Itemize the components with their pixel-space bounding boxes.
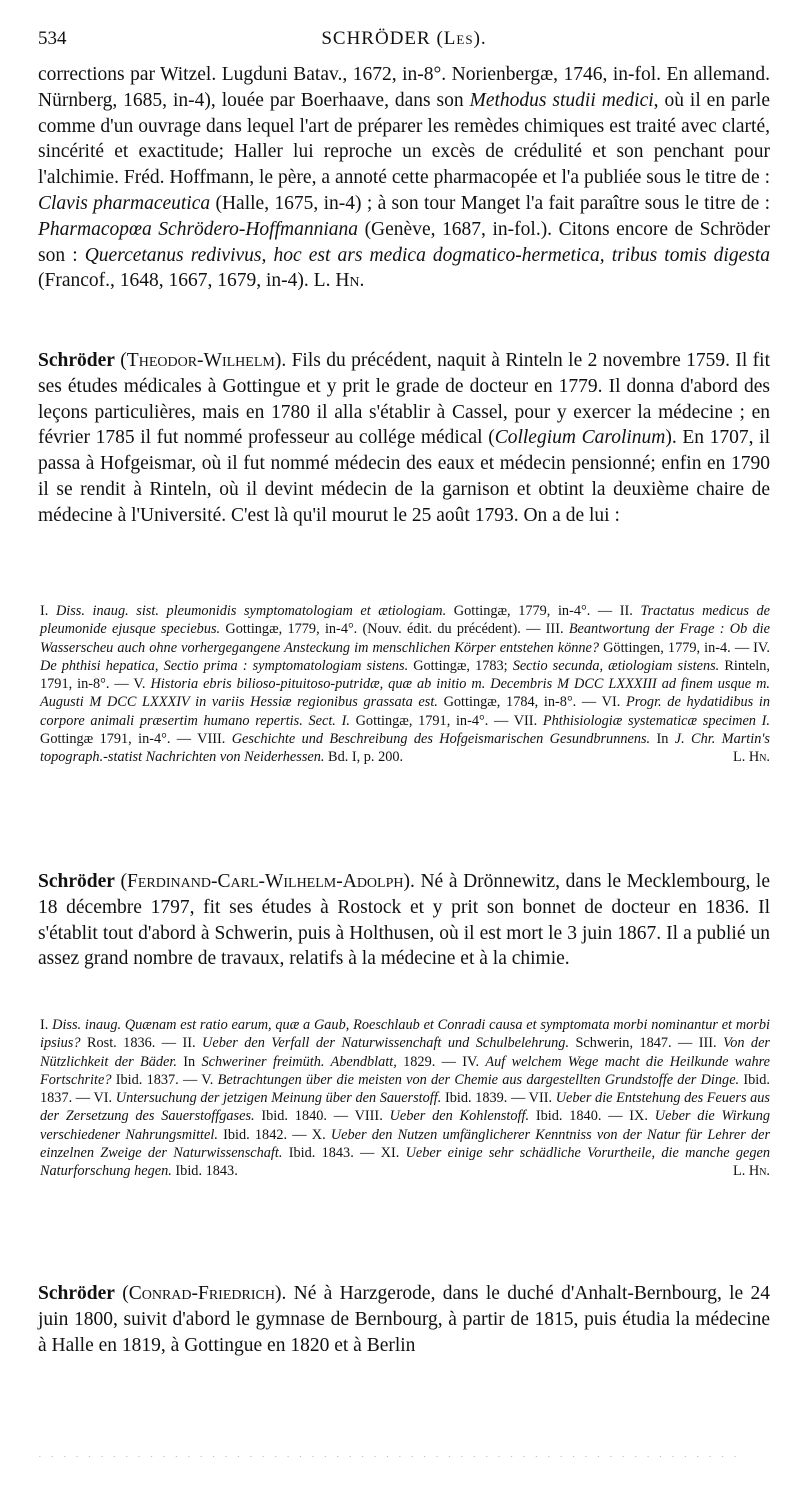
text-run: Gottingæ, 1779, in-4°. — II.: [446, 603, 641, 619]
running-head-main: SCHRÖDER (: [321, 28, 444, 49]
page-number: 534: [38, 28, 67, 49]
text-run: (Halle, 1675, in-4) ; à son tour Manget l'a fait paraître sous le titre de :: [210, 192, 770, 214]
title-run: Methodus studii medici: [469, 89, 654, 111]
title-run: Quercetanus redivivus, hoc est ars medica dogmatico-hermetica, tribus tomis digesta: [84, 244, 770, 266]
title-run: Schweriner freimüth. Abendblatt,: [201, 1053, 397, 1070]
running-head: [38, 28, 770, 50]
text-run: Göttingen, 1779, in-4. — IV.: [599, 639, 770, 656]
title-run: Von der Nützlichkeit der Bäder.: [40, 1035, 770, 1070]
text-run: Ibid. 1840. — IX.: [529, 1108, 655, 1125]
text-run: 1829. — IV.: [396, 1053, 486, 1070]
title-run: Sectio secunda, ætiologiam sistens.: [512, 657, 720, 674]
title-run: Progr. de hydatidibus in corpore animali præsertim humano repertis. Sect. I.: [40, 694, 771, 729]
text-run: Gottingæ, 1783;: [408, 657, 513, 674]
text-run: Ibid. 1839. — VII.: [441, 1090, 556, 1107]
entry-schroder-theodor-wilhelm: [38, 348, 770, 529]
author-signature: L. Hn.: [313, 270, 365, 292]
text-run: ). En 1707, il passa à Hofgeismar, où il fut nommé médecin des eaux et médecin pensionné; enfin en 1790 il se rendit à Rinteln, où il devint médecin de la garnison et obtint la deuxième chaire de médecine à l'Université. C'est là qu'il mourut le 25 août 1793. On a de lui :: [38, 427, 770, 526]
text-run: I.: [40, 603, 56, 619]
title-run: Diss. inaug. Quænam est ratio earum, quæ a Gaub, Roeschlaub et Conradi causa et symptomata morbi nominantur et morbi ipsius?: [40, 1017, 770, 1052]
entry-given-names: Ferdinand-Carl-Wilhelm-Adolph: [127, 871, 404, 892]
entry-name: Schröder: [38, 350, 115, 371]
text-run: In: [650, 731, 675, 748]
text-run: , où il en parle comme d'un ouvrage dans lequel l'art de préparer les remèdes chimiques est traité avec clarté, sincérité et exactitude; Haller lui reproche un excès de crédulité et son penchant pour l'alchimie. Fréd. Hoffmann, le père, a annoté cette pharmacopée et l'a publiée sous le titre de :: [38, 89, 770, 189]
text-run: Ibid. 1837. — VI.: [40, 1071, 770, 1107]
title-run: Tractatus medicus de pleumonide ejusque speciebus.: [40, 603, 771, 638]
title-run: J. Chr. Martin's topograph.-statist Nachrichten von Neiderhessen.: [40, 731, 770, 766]
text-run: I.: [40, 1017, 53, 1033]
bibliography-ferdinand: [40, 1016, 770, 1181]
bibliography-theodor-wilhelm: [40, 602, 770, 767]
title-run: Beantwortung der Frage : Ob die Wasserscheu auch ohne vorhergegangene Ansteckung im menschlichen Körper entstehen könne?: [40, 621, 770, 656]
title-run: Phthisiologiæ systematicæ specimen I.: [542, 712, 770, 729]
text-run: ). Fils du précédent, naquit à Rinteln le 2 novembre 1759. Il fit ses études médicales à Gottingue et y prit le grade de docteur en 1779. Il donna d'abord des leçons particulières, mais en 1780 il alla s'établir à Cassel, pour y exercer la médecine ; en février 1785 il fut nommé professeur au collége médical (: [38, 350, 771, 449]
bleed-through-text-line: · · · · · · · · · · · · · · · · · · · · · · · · · · · · · · · · · · · · · · · · · · · · · · · · · · · · · · · · ·: [38, 1452, 740, 1462]
author-signature: L. Hn.: [732, 749, 770, 766]
entry-schroder-les-continuation: [38, 62, 770, 294]
entry-schroder-conrad-friedrich: [38, 1281, 770, 1358]
entry-name: Schröder: [38, 871, 115, 892]
title-run: Collegium Carolinum: [494, 427, 666, 449]
text-run: Ibid. 1843. — XI.: [282, 1145, 406, 1162]
text-run: Ibid. 1843.: [171, 1163, 238, 1180]
running-head-end: ).: [473, 28, 487, 49]
title-run: Ueber die Entstehung des Feuers aus der Zersetzung des Sauerstoffgases.: [40, 1090, 770, 1125]
text-run: corrections par Witzel. Lugduni Batav., 1672, in-8°. Norienbergæ, 1746, in-fol. En allemand. Nürnberg, 1685, in-4), louée par Boerhaave, dans son: [38, 64, 770, 111]
title-run: Clavis pharmaceutica: [38, 192, 211, 214]
title-run: De phthisi hepatica, Sectio prima : symptomatologiam sistens.: [40, 657, 409, 674]
title-run: Ueber den Kohlenstoff.: [389, 1108, 530, 1125]
author-signature: L. Hn.: [732, 1163, 770, 1180]
title-run: Pharmacopœa Schrödero-Hoffmanniana: [38, 218, 358, 240]
title-run: Ueber den Verfall der Naturwissenchaft und Schulbelehrung.: [202, 1035, 570, 1052]
text-run: Gottingæ, 1784, in-8°. — VI.: [437, 694, 626, 711]
title-run: Auf welchem Wege macht die Heilkunde wahre Fortschrite?: [40, 1053, 771, 1088]
entry-given-names: Theodor-Wilhelm: [126, 350, 275, 371]
entry-given-names: Conrad-Friedrich: [128, 1283, 275, 1304]
text-run: Ibid. 1837. — V.: [111, 1071, 218, 1088]
title-run: Historia ebris bilioso-pituitoso-putridæ, quæ ab initio m. Decembris M DCC LXXXIII ad finem usque m. Augusti M DCC LXXXIV in variis Hessiæ regionibus grassata est.: [40, 676, 770, 711]
entry-name: Schröder: [38, 1283, 115, 1304]
title-run: Ueber einige sehr schädliche Vorurtheile, die manche gegen Naturforschung hegen.: [40, 1145, 770, 1180]
text-run: (: [114, 1283, 129, 1304]
text-run: Gottingæ, 1779, in-4°. (Nouv. édit. du précédent). — III.: [220, 621, 569, 638]
title-run: Ueber die Wirkung verschiedener Nahrungsmittel.: [40, 1108, 770, 1143]
text-run: Ibid. 1840. — VIII.: [254, 1108, 390, 1125]
title-run: Diss. inaug. sist. pleumonidis symptomatologiam et ætiologiam.: [55, 603, 447, 619]
title-run: Geschichte und Beschreibung des Hofgeismarischen Gesundbrunnens.: [231, 731, 651, 748]
text-run: Rost. 1836. — II.: [80, 1035, 203, 1052]
text-run: (: [114, 871, 128, 892]
text-run: (Francof., 1648, 1667, 1679, in-4).: [38, 270, 309, 292]
text-run: Schwerin, 1847. — III.: [569, 1035, 724, 1052]
title-run: Untersuchung der jetzigen Meinung über den Sauerstoff.: [115, 1090, 442, 1107]
text-run: ). Né à Drönnewitz, dans le Mecklembourg, le 18 décembre 1797, fit ses études à Rostock et y prit son bonnet de docteur en 1836. Il s'établit tout d'abord à Schwerin, puis à Holthusen, où il est mort le 3 juin 1867. Il a publié un assez grand nombre de travaux, relatifs à la médecine et à la chimie.: [38, 871, 770, 970]
page-header: [38, 28, 770, 58]
text-run: Rinteln, 1791, in-8°. — V.: [40, 657, 770, 693]
title-run: Ueber den Nutzen umfänglicherer Kenntniss von der Natur für Lehrer der einzelnen Zweige der Naturwissenschaft.: [40, 1126, 771, 1162]
title-run: Betrachtungen über die meisten von der Chemie aus dargestellten Grundstoffe der Dinge.: [217, 1071, 740, 1088]
entry-schroder-ferdinand: [38, 869, 770, 972]
text-run: ). Né à Harzgerode, dans le duché d'Anhalt-Bernbourg, le 24 juin 1800, suivit d'abord le gymnase de Bernbourg, à partir de 1815, puis étudia la médecine à Halle en 1819, à Gottingue en 1820 et à Berlin: [38, 1283, 771, 1356]
text-run: Bd. I, p. 200.: [324, 749, 404, 766]
text-run: Gottingæ, 1791, in-4°. — VII.: [349, 712, 543, 729]
text-run: (: [114, 350, 127, 371]
running-head-small-caps: Les: [443, 28, 474, 49]
text-run: Gottingæ 1791, in-4°. — VIII.: [40, 731, 232, 748]
text-run: (Genève, 1687, in-fol.). Citons encore de Schröder son :: [38, 218, 771, 266]
text-run: In: [176, 1053, 202, 1070]
text-run: Ibid. 1842. — X.: [217, 1126, 331, 1143]
